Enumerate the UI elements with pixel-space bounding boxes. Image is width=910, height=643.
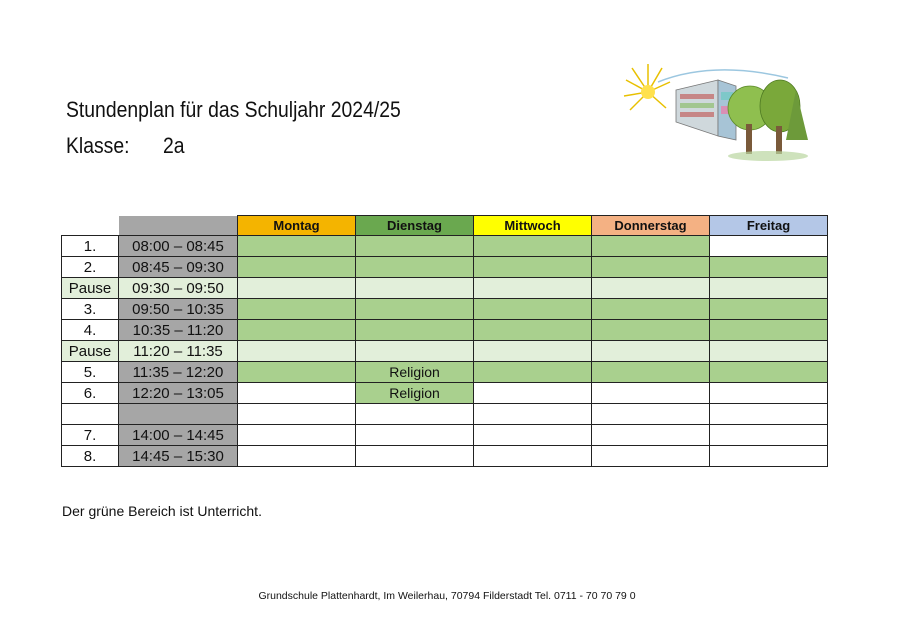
lesson-cell [710,404,828,425]
period-number [62,404,119,425]
lesson-cell [356,446,474,467]
period-number: 1. [62,236,119,257]
pause-cell [474,341,592,362]
lesson-cell [592,299,710,320]
lesson-cell [238,257,356,278]
table-row [62,362,828,383]
table-row [62,320,828,341]
pause-cell [356,341,474,362]
pause-cell [356,278,474,299]
lesson-cell [474,299,592,320]
timetable [61,215,828,467]
header-blank [119,216,238,236]
lesson-cell [238,320,356,341]
lesson-cell [592,320,710,341]
lesson-cell [592,257,710,278]
day-header-montag: Montag [238,216,356,236]
class-label: Klasse: [66,133,130,158]
period-number: 7. [62,425,119,446]
day-header-mittwoch: Mittwoch [474,216,592,236]
lesson-cell [474,446,592,467]
lesson-cell [710,425,828,446]
period-time: 11:35 – 12:20 [119,362,238,383]
period-number: Pause [62,278,119,299]
pause-cell [592,278,710,299]
footer [0,590,910,602]
lesson-cell [710,383,828,404]
lesson-cell [474,404,592,425]
lesson-cell [592,362,710,383]
pause-cell [238,278,356,299]
day-header-donnerstag: Donnerstag [592,216,710,236]
table-row [62,236,828,257]
school-logo-illustration [618,60,808,164]
class-value: 2a [162,133,185,158]
lesson-cell [474,362,592,383]
footer-address: Grundschule Plattenhardt, Im Weilerhau, 70794 Filderstadt Tel. 0711 - 70 70 79 0 [258,590,636,602]
lesson-cell [710,320,828,341]
table-row [62,299,828,320]
lesson-cell [474,425,592,446]
table-row [62,383,828,404]
period-time: 14:45 – 15:30 [119,446,238,467]
lesson-cell [592,383,710,404]
lesson-cell [238,404,356,425]
lesson-cell [356,320,474,341]
pause-cell [474,278,592,299]
lesson-cell [592,446,710,467]
table-row [62,404,828,425]
pause-cell [238,341,356,362]
lesson-cell [710,236,828,257]
period-number: 5. [62,362,119,383]
table-row [62,341,828,362]
day-header-dienstag: Dienstag [356,216,474,236]
lesson-cell [356,299,474,320]
timetable-header-row [62,216,828,236]
trees-icon [728,80,808,161]
lesson-cell [710,257,828,278]
lesson-cell [474,320,592,341]
class-line [66,132,184,160]
lesson-cell [356,425,474,446]
period-time: 10:35 – 11:20 [119,320,238,341]
lesson-cell [592,236,710,257]
lesson-cell [474,236,592,257]
lesson-cell [238,446,356,467]
table-row [62,446,828,467]
lesson-cell [238,362,356,383]
lesson-cell [592,425,710,446]
lesson-cell [592,404,710,425]
period-number: Pause [62,341,119,362]
lesson-cell [474,257,592,278]
lesson-cell [356,236,474,257]
lesson-cell [710,362,828,383]
lesson-cell: Religion [356,383,474,404]
sky-arc [658,70,788,82]
lesson-cell: Religion [356,362,474,383]
day-header-freitag: Freitag [710,216,828,236]
period-time: 12:20 – 13:05 [119,383,238,404]
period-number: 3. [62,299,119,320]
lesson-cell [710,299,828,320]
period-number: 4. [62,320,119,341]
pause-cell [710,341,828,362]
lesson-cell [238,425,356,446]
lesson-cell [238,299,356,320]
lesson-cell [238,236,356,257]
sun-core [641,85,655,99]
pause-cell [592,341,710,362]
period-time: 08:00 – 08:45 [119,236,238,257]
table-row [62,257,828,278]
table-row [62,278,828,299]
period-time: 11:20 – 11:35 [119,341,238,362]
school-building-icon [676,80,736,140]
period-number: 2. [62,257,119,278]
period-number: 6. [62,383,119,404]
period-time: 09:50 – 10:35 [119,299,238,320]
period-time [119,404,238,425]
lesson-cell [710,446,828,467]
table-row [62,425,828,446]
period-number: 8. [62,446,119,467]
pause-cell [710,278,828,299]
period-time: 08:45 – 09:30 [119,257,238,278]
lesson-cell [356,257,474,278]
lesson-cell [238,383,356,404]
period-time: 09:30 – 09:50 [119,278,238,299]
header-blank [62,216,119,236]
lesson-cell [356,404,474,425]
legend-note: Der grüne Bereich ist Unterricht. [62,503,262,519]
period-time: 14:00 – 14:45 [119,425,238,446]
page-title: Stundenplan für das Schuljahr 2024/25 [66,97,401,122]
lesson-cell [474,383,592,404]
